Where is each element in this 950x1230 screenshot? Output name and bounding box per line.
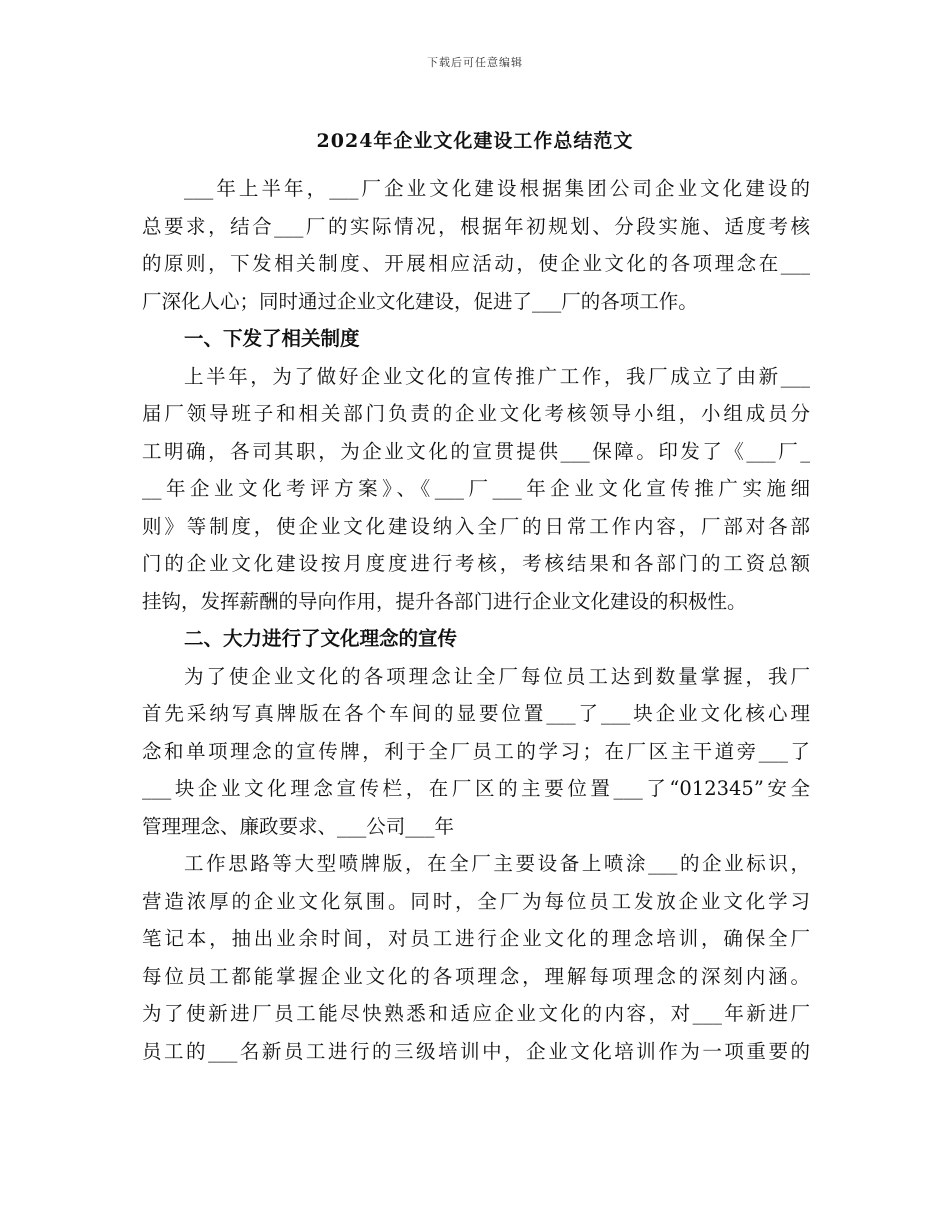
document-body (142, 170, 810, 1070)
text-line: 管理理念、廉政要求、___公司___年 (142, 814, 455, 838)
header-note: 下载后可任意编辑 (427, 56, 523, 69)
text-line: 员工的___名新员工进行的三级培训中，企业文化培训作为一项重要的 (142, 1039, 810, 1063)
text-line: __年企业文化考评方案》、《___厂___年企业文化宣传推广实施细 (142, 477, 810, 500)
section-heading: 一、下发了相关制度 (184, 327, 360, 350)
text-line: 门的企业文化建设按月度度进行考核，考核结果和各部门的工资总额 (142, 552, 810, 575)
text-line: 营造浓厚的企业文化氛围。同时，全厂为每位员工发放企业文化学习 (142, 889, 810, 913)
text-line: 届厂领导班子和相关部门负责的企业文化考核领导小组，小组成员分 (142, 402, 810, 425)
text-line: 总要求，结合___厂的实际情况，根据年初规划、分段实施、适度考核 (142, 214, 810, 238)
text-line: 工作思路等大型喷牌版，在全厂主要设备上喷涂___的企业标识， (184, 852, 810, 875)
text-line: 首先采纳写真牌版在各个车间的显要位置___了___块企业文化核心理 (142, 702, 810, 725)
text-line: 挂钩，发挥薪酬的导向作用，提升各部门进行企业文化建设的积极性。 (142, 589, 747, 613)
text-line: 则》等制度，使企业文化建设纳入全厂的日常工作内容，厂部对各部 (142, 514, 810, 538)
text-line: 上半年，为了做好企业文化的宣传推广工作，我厂成立了由新___ (184, 364, 810, 388)
text-line: 每位员工都能掌握企业文化的各项理念，理解每项理念的深刻内涵。 (142, 964, 810, 988)
text-line: 为了使企业文化的各项理念让全厂每位员工达到数量掌握，我厂 (184, 664, 810, 688)
text-line: 为了使新进厂员工能尽快熟悉和适应企业文化的内容，对___年新进厂 (142, 1002, 810, 1025)
section-heading: 二、大力进行了文化理念的宣传 (184, 627, 458, 650)
text-line: 的原则，下发相关制度、开展相应活动，使企业文化的各项理念在___ (142, 252, 810, 275)
text-line: 厂深化人心；同时通过企业文化建设，促进了___厂的各项工作。 (142, 289, 698, 313)
text-line: ___块企业文化理念宣传栏，在厂区的主要位置___了“012345”安全 (142, 777, 810, 800)
text-line: ___年上半年，___厂企业文化建设根据集团公司企业文化建设的 (184, 177, 810, 200)
document-title: 2024年企业文化建设工作总结范文 (316, 130, 634, 152)
text-line: 笔记本，抽出业余时间，对员工进行企业文化的理念培训，确保全厂 (142, 927, 810, 950)
text-line: 工明确，各司其职，为企业文化的宣贯提供___保障。印发了《___厂_ (142, 439, 810, 463)
text-line: 念和单项理念的宣传牌，利于全厂员工的学习；在厂区主干道旁___了 (142, 739, 810, 763)
